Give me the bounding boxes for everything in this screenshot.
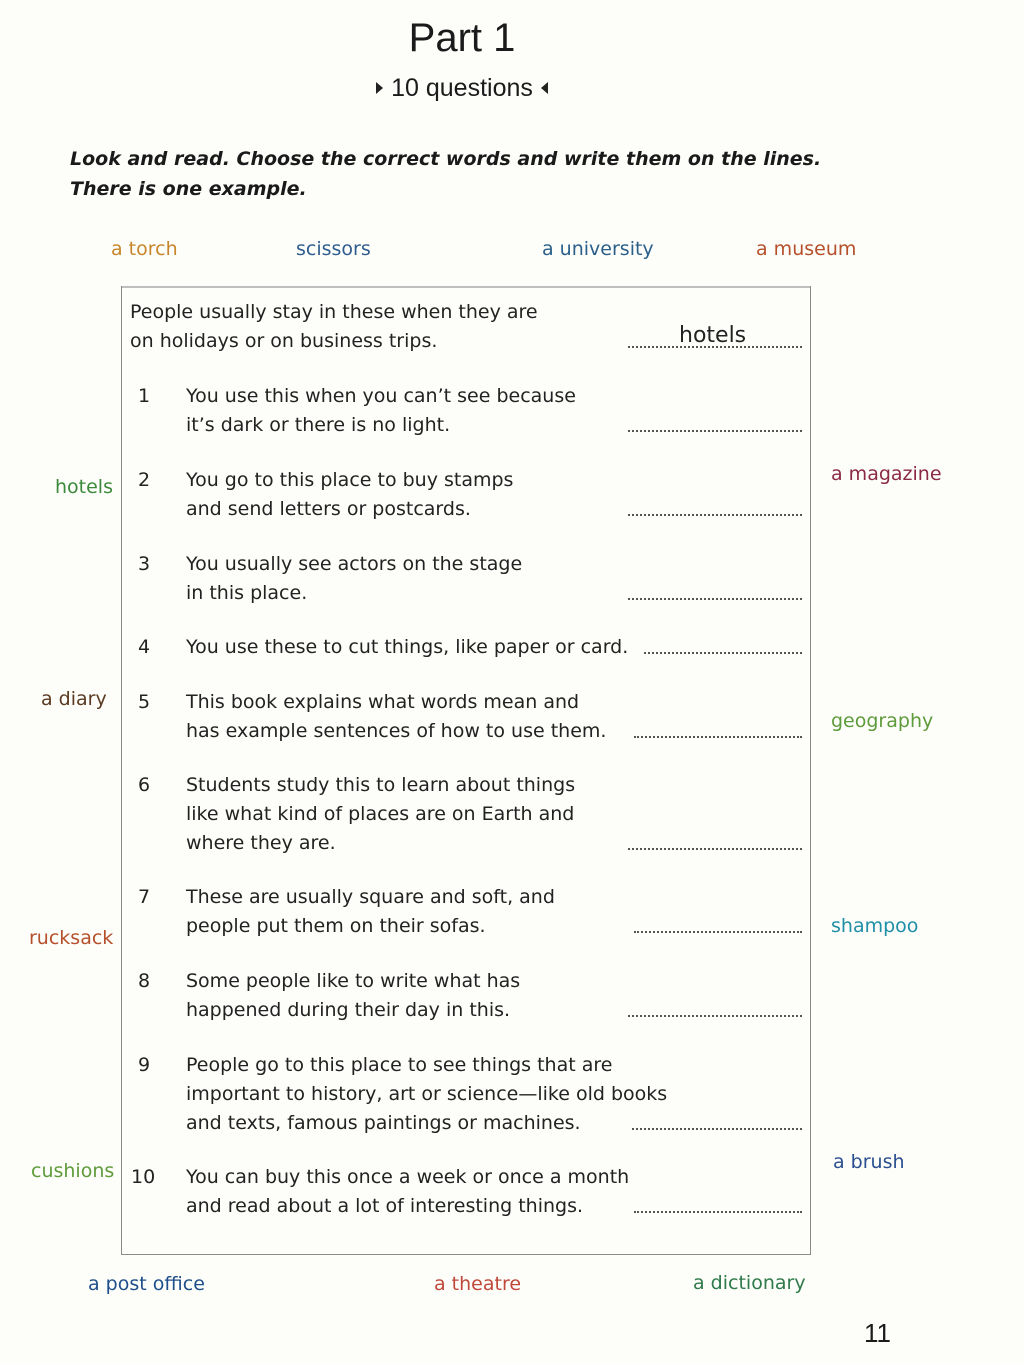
page-number: 11 [864, 1318, 891, 1348]
question-count-text: 10 questions [391, 74, 533, 102]
question-count [0, 74, 924, 103]
answer-line[interactable] [632, 1128, 802, 1130]
question-number: 8 [138, 970, 151, 992]
word-bank-item: a magazine [831, 463, 942, 485]
answer-line[interactable] [634, 931, 802, 933]
word-bank-item: cushions [31, 1160, 115, 1182]
question-text-line: You use these to cut things, like paper or card. [186, 636, 629, 658]
word-bank-item: a museum [756, 238, 857, 260]
questions-box-top-divider [122, 286, 810, 288]
answer-line[interactable] [628, 598, 802, 600]
word-bank-item: a brush [833, 1151, 905, 1173]
example-answer-line [628, 346, 802, 348]
word-bank-item: scissors [296, 238, 371, 260]
answer-line[interactable] [634, 736, 802, 738]
question-text-line: and send letters or postcards. [186, 498, 471, 520]
example-text-line: on holidays or on business trips. [130, 330, 438, 352]
question-number: 3 [138, 553, 151, 575]
question-number: 4 [138, 636, 151, 658]
instructions: Look and read. Choose the correct words and write them on the lines. There is one example. [70, 148, 822, 200]
question-text-line: Some people like to write what has [186, 970, 521, 992]
question-number: 5 [138, 691, 151, 713]
word-bank-item: rucksack [29, 927, 114, 949]
question-text-line: and texts, famous paintings or machines. [186, 1112, 581, 1134]
example-answer: hotels [679, 323, 747, 348]
answer-line[interactable] [628, 848, 802, 850]
question-text-line: like what kind of places are on Earth and [186, 803, 575, 825]
word-bank-item: a theatre [434, 1273, 522, 1295]
question-text-line: You use this when you can’t see because [186, 385, 576, 407]
word-bank-item: a dictionary [693, 1272, 806, 1294]
question-text-line: You can buy this once a week or once a month [186, 1166, 630, 1188]
question-number: 2 [138, 469, 151, 491]
arrow-right-icon [376, 82, 383, 94]
word-bank-item: a university [542, 238, 654, 260]
question-text-line: You usually see actors on the stage [186, 553, 523, 575]
answer-line[interactable] [634, 1211, 802, 1213]
answer-line[interactable] [628, 1015, 802, 1017]
question-text-line: in this place. [186, 582, 308, 604]
word-bank-item: hotels [55, 476, 113, 498]
question-text-line: These are usually square and soft, and [186, 886, 555, 908]
question-text-line: People go to this place to see things that are [186, 1054, 613, 1076]
arrow-left-icon [541, 82, 548, 94]
question-text-line: people put them on their sofas. [186, 915, 486, 937]
question-text-line: it’s dark or there is no light. [186, 414, 451, 436]
question-text-line: This book explains what words mean and [186, 691, 580, 713]
question-number: 7 [138, 886, 151, 908]
question-text-line: has example sentences of how to use them. [186, 720, 607, 742]
question-text-line: important to history, art or science—like old books [186, 1083, 668, 1105]
word-bank-item: a diary [41, 688, 107, 710]
word-bank-item: a torch [111, 238, 178, 260]
question-number: 1 [138, 385, 151, 407]
question-text-line: Students study this to learn about things [186, 774, 576, 796]
word-bank-item: shampoo [831, 915, 919, 937]
answer-line[interactable] [628, 514, 802, 516]
question-number: 6 [138, 774, 151, 796]
question-text-line: happened during their day in this. [186, 999, 511, 1021]
question-text-line: and read about a lot of interesting things. [186, 1195, 584, 1217]
page-title: Part 1 [408, 16, 516, 60]
word-bank-item: a post office [88, 1273, 205, 1295]
question-number: 9 [138, 1054, 151, 1076]
answer-line[interactable] [644, 652, 802, 654]
word-bank-item: geography [831, 710, 934, 732]
answer-line[interactable] [628, 430, 802, 432]
question-number: 10 [131, 1166, 156, 1188]
question-text-line: You go to this place to buy stamps [186, 469, 514, 491]
example-text-line: People usually stay in these when they are [130, 301, 538, 323]
question-text-line: where they are. [186, 832, 336, 854]
